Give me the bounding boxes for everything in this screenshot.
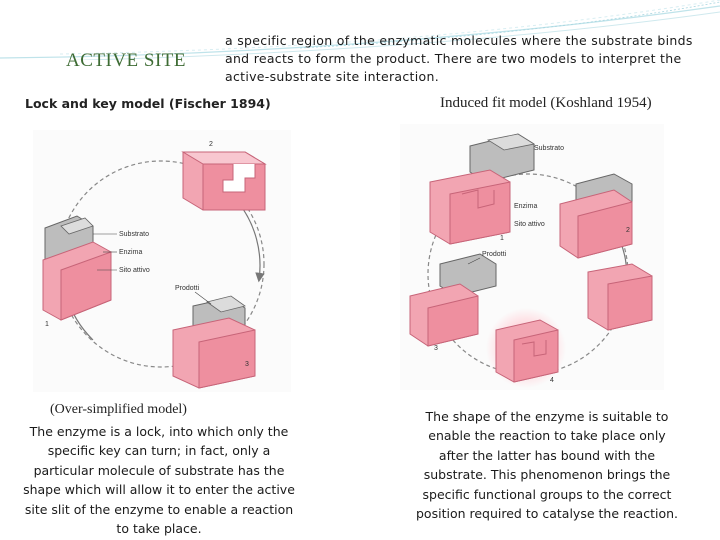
label-substrato-right: Substrato (534, 145, 564, 152)
enzyme-block-top-right (430, 170, 510, 244)
enzyme-block-top (183, 152, 265, 210)
step-3-label: 3 (245, 361, 249, 368)
lock-and-key-illustration (33, 130, 291, 392)
enzyme-substrate-complex-right (560, 174, 632, 258)
step-1-label-right: 1 (500, 235, 504, 242)
induced-fit-heading: Induced fit model (Koshland 1954) (440, 95, 652, 111)
induced-fit-description: The shape of the enzyme is suitable to enable the reaction to take place only after the latter has bound with the substrate. This phenomenon brings the specific functional groups to the correct position required to catalyse the reaction. (416, 409, 678, 522)
enzyme-substrate-complex-left (43, 216, 111, 320)
step-2-label: 2 (209, 141, 213, 148)
page-title: ACTIVE SITE (66, 50, 187, 71)
label-prodotti: Prodotti (175, 285, 200, 292)
enzyme-products-bottom (173, 296, 255, 388)
label-sito-attivo: Sito attivo (119, 267, 150, 274)
active-site-definition: a specific region of the enzymatic molecules where the substrate binds and reacts to form the product. There are two models to interpret the active-substrate site interaction. (225, 33, 693, 84)
label-prodotti-right: Prodotti (482, 251, 507, 258)
lock-and-key-description: The enzyme is a lock, into which only the specific key can turn; in fact, only a particular molecule of substrate has the shape which will allow it to enter the active site slit of the enzyme to enable a reaction to take place. (23, 424, 295, 537)
enzyme-block-bottom-glow (486, 308, 566, 388)
enzyme-products-left (410, 254, 496, 346)
label-enzima-right: Enzima (514, 203, 538, 210)
oversimplified-note: (Over-simplified model) (50, 402, 187, 417)
lock-and-key-heading: Lock and key model (Fischer 1894) (25, 96, 271, 111)
induced-fit-illustration (400, 124, 664, 390)
label-enzima: Enzima (119, 249, 143, 256)
step-4-label-right: 4 (550, 377, 554, 384)
label-substrato: Substrato (119, 231, 149, 238)
step-1-label: 1 (45, 321, 49, 328)
label-sito-attivo-right: Sito attivo (514, 221, 545, 228)
enzyme-block-right-lower (588, 264, 652, 330)
step-3-label-right: 3 (434, 345, 438, 352)
step-2-label-right: 2 (626, 227, 630, 234)
